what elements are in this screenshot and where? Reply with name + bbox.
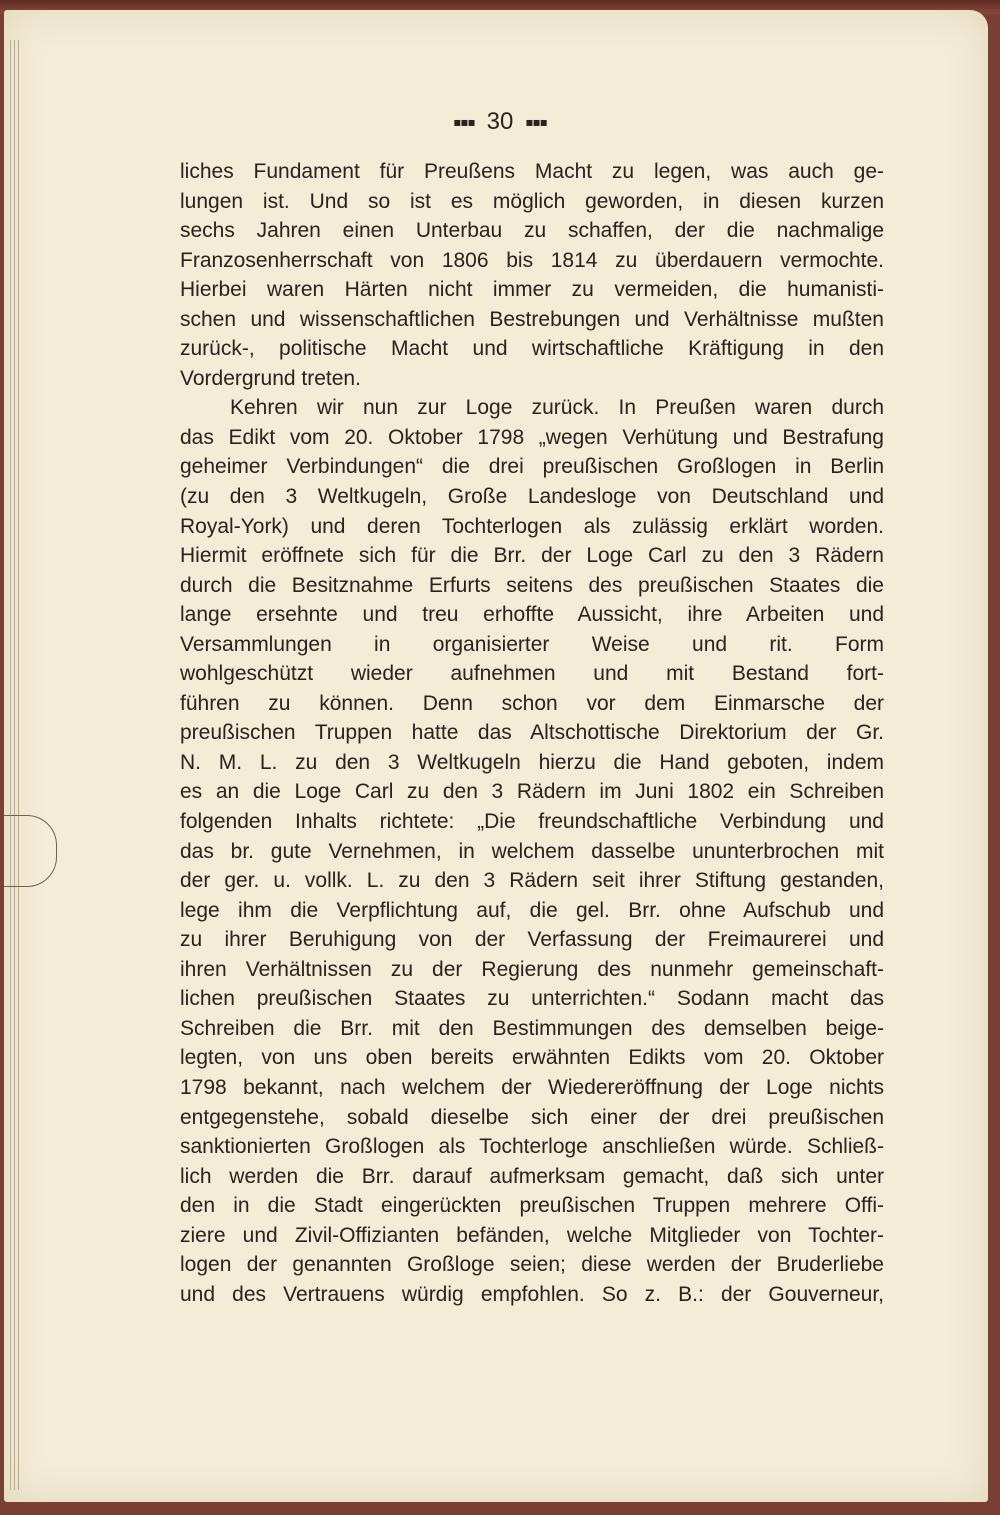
text-line: Royal-York) und deren Tochterlogen als zulässig erklärt worden. [180, 514, 884, 538]
text-line: sanktionierten Großlogen als Tochterloge anschließen würde. Schließ- [180, 1135, 884, 1159]
text-line: 1798 bekannt, nach welchem der Wiedereröffnung der Loge nichts [180, 1075, 884, 1099]
text-line: den in die Stadt eingerückten preußischen Truppen mehrere Offi- [180, 1194, 884, 1218]
text-line: Franzosenherrschaft von 1806 bis 1814 zu überdauern vermochte. [180, 248, 884, 272]
header-ornament-right: ▪▪▪ [525, 115, 547, 129]
text-line: (zu den 3 Weltkugeln, Große Landesloge von Deutschland und [180, 485, 884, 509]
text-line: Kehren wir nun zur Loge zurück. In Preußen waren durch [230, 396, 884, 420]
page-stack-edge [14, 40, 15, 1490]
text-line: sechs Jahren einen Unterbau zu schaffen, der die nachmalige [180, 219, 884, 243]
text-line: lange ersehnte und treu erhoffte Aussicht, ihre Arbeiten und [180, 603, 884, 627]
text-line: das br. gute Vernehmen, in welchem dasselbe ununterbrochen mit [180, 839, 884, 863]
text-line: lege ihm die Verpflichtung auf, die gel. Brr. ohne Aufschub und [180, 898, 884, 922]
header-ornament-left: ▪▪▪ [453, 115, 475, 129]
text-line: ziere und Zivil-Offizianten befänden, welche Mitglieder von Tochter- [180, 1223, 884, 1247]
text-line: der ger. u. vollk. L. zu den 3 Rädern seit ihrer Stiftung gestanden, [180, 869, 884, 893]
text-line: N. M. L. zu den 3 Weltkugeln hierzu die Hand geboten, indem [180, 750, 884, 774]
text-line: führen zu können. Denn schon vor dem Einmarsche der [180, 691, 884, 715]
text-line: zu ihrer Beruhigung von der Verfassung der Freimaurerei und [180, 928, 884, 952]
text-line: Vordergrund treten. [180, 366, 361, 390]
text-line: ihren Verhältnissen zu der Regierung des nunmehr gemeinschaft- [180, 957, 884, 981]
text-line: lichen preußischen Staates zu unterrichten.“ Sodann macht das [180, 987, 884, 1011]
page-fold-mark [4, 815, 57, 887]
page-stack-edge [18, 40, 19, 1490]
text-line: schen und wissenschaftlichen Bestrebungen und Verhältnisse mußten [180, 307, 884, 331]
text-line: legten, von uns oben bereits erwähnten Edikts vom 20. Oktober [180, 1046, 884, 1070]
text-line: Versammlungen in organisierter Weise und rit. Form [180, 632, 884, 656]
text-line: preußischen Truppen hatte das Altschottische Direktorium der Gr. [180, 721, 884, 745]
text-line: Schreiben die Brr. mit den Bestimmungen des demselben beige- [180, 1016, 884, 1040]
text-line: lungen ist. Und so ist es möglich geworden, in diesen kurzen [180, 189, 884, 213]
body-text [180, 157, 884, 1309]
text-line: liches Fundament für Preußens Macht zu legen, was auch ge- [180, 160, 884, 183]
page-header [0, 108, 1000, 136]
text-line: lich werden die Brr. darauf aufmerksam gemacht, daß sich unter [180, 1164, 884, 1188]
page-stack-edge [10, 40, 11, 1490]
text-line: Hierbei waren Härten nicht immer zu vermeiden, die humanisti- [180, 278, 884, 302]
text-line: geheimer Verbindungen“ die drei preußischen Großlogen in Berlin [180, 455, 884, 479]
text-line: zurück-, politische Macht und wirtschaftliche Kräftigung in den [180, 337, 884, 361]
text-line: wohlgeschützt wieder aufnehmen und mit Bestand fort- [180, 662, 884, 686]
text-line: durch die Besitznahme Erfurts seitens des preußischen Staates die [180, 573, 884, 597]
text-line: folgenden Inhalts richtete: „Die freundschaftliche Verbindung und [180, 810, 884, 834]
page-number: 30 [486, 108, 514, 135]
text-line: das Edikt vom 20. Oktober 1798 „wegen Verhütung und Bestrafung [180, 425, 884, 449]
text-line: Hiermit eröffnete sich für die Brr. der Loge Carl zu den 3 Rädern [180, 544, 884, 568]
text-line: es an die Loge Carl zu den 3 Rädern im Juni 1802 ein Schreiben [180, 780, 884, 804]
text-line: und des Vertrauens würdig empfohlen. So z. B.: der Gouverneur, [180, 1282, 884, 1306]
text-line: logen der genannten Großloge seien; diese werden der Bruderliebe [180, 1253, 884, 1277]
text-line: entgegenstehe, sobald dieselbe sich einer der drei preußischen [180, 1105, 884, 1129]
